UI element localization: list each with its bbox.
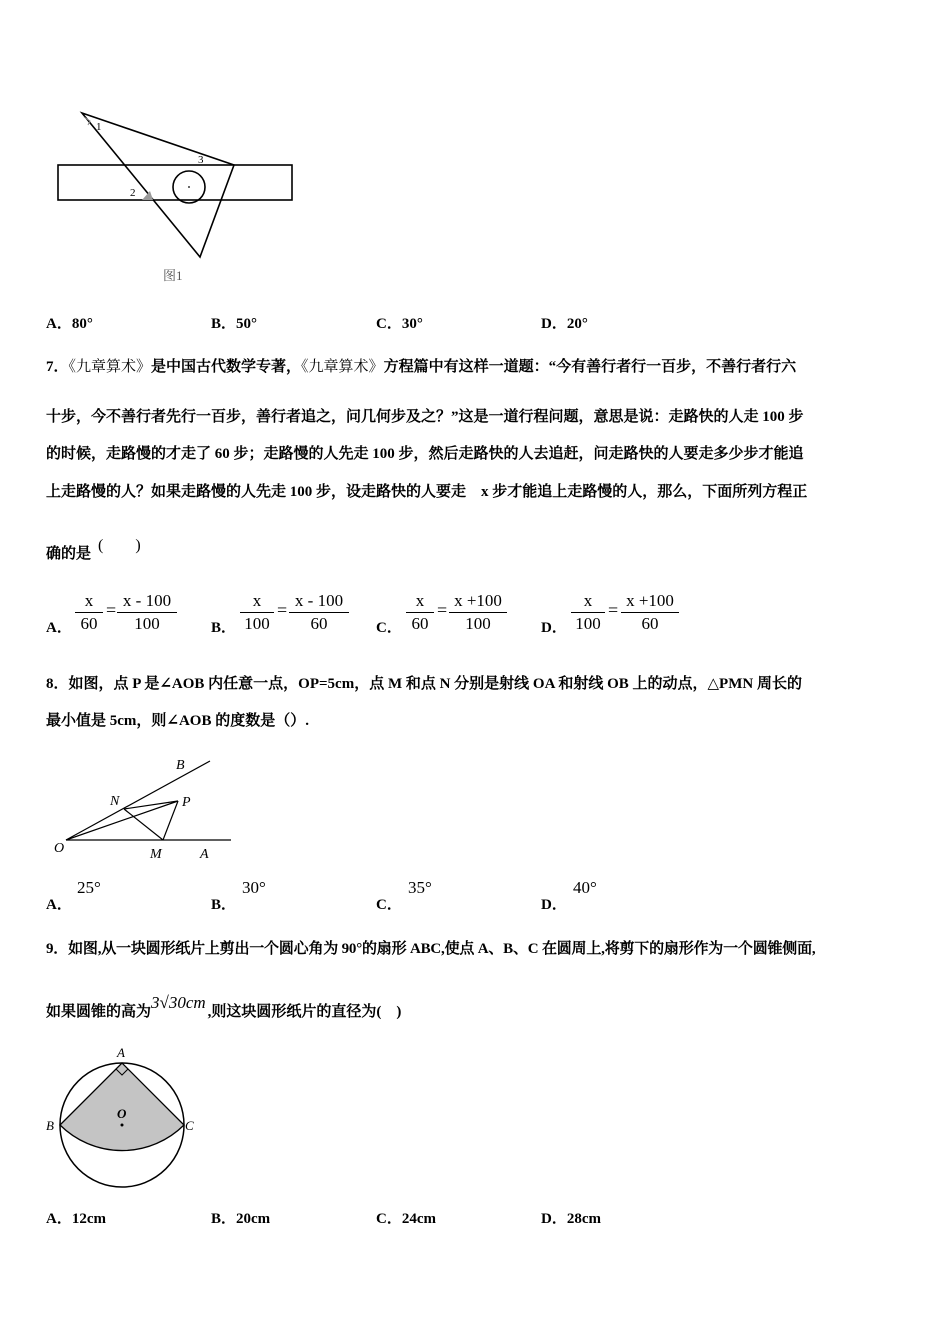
q7d-left-fraction: $\frac{x}{100}$ [571, 590, 605, 635]
fig1-label-1: 1 [96, 121, 102, 133]
q8-label-p: P [182, 795, 191, 810]
q7b-left-fraction: $\frac{x}{100}$ [240, 590, 274, 635]
q6-option-d[interactable]: D．20° [541, 316, 588, 332]
q9-line1: 9．如图,从一块圆形纸片上剪出一个圆心角为 90°的扇形 ABC,使点 A、B、C 在圆周上,将剪下的扇形作为一个圆锥侧面, [46, 941, 816, 957]
q7c-left-fraction: $\frac{x}{60}$ [406, 590, 434, 635]
cone-height: 3√30cm [151, 993, 206, 1012]
q6-option-a[interactable]: A．80° [46, 316, 93, 332]
q7b-right-fraction: $\frac{x - 100}{60}$ [289, 590, 349, 635]
q8-label-o: O [54, 841, 65, 856]
q6-option-c[interactable]: C．30° [376, 316, 423, 332]
q7-line2: 十步，今不善行者先行一百步，善行者追之，问几何步及之？”这是一道行程问题，意思是说：走路快的人走 100 步 [46, 409, 804, 425]
q9-label-a: A [117, 1045, 125, 1060]
figure-q9-sector [45, 1040, 205, 1190]
figure-1-triangle-ruler [50, 105, 310, 290]
triangle [82, 113, 234, 257]
q9-option-a[interactable]: A．12cm [46, 1211, 106, 1227]
q9-option-b[interactable]: B．20cm [211, 1211, 271, 1227]
q7-line3: 的时候，走路慢的才走了 60 步；走路慢的人先走 100 步，然后走路快的人去追赶，问走路快的人要走多少步才能追 [46, 446, 804, 462]
q7-line1: 7．《九章算术》是中国古代数学专著，《九章算术》方程篇中有这样一道题：“今有善行者行一百步，不善行者行六 [46, 359, 797, 375]
q9-label-o: O [117, 1106, 127, 1121]
fig1-label-3: 3 [198, 154, 204, 166]
q7d-right-fraction: $\frac{x +100}{60}$ [621, 590, 679, 635]
q9-label-b: B [46, 1118, 54, 1133]
q9-label-c: C [185, 1118, 194, 1133]
figure-q8-angle [48, 752, 238, 864]
q7a-left-fraction: $\frac{x}{60}$ [75, 590, 103, 635]
q8-label-n: N [110, 794, 120, 809]
q7-answer-paren: ( ) [98, 537, 141, 554]
q9-line2: 如果圆锥的高为3√30cm ,则这块圆形纸片的直径为( ) [46, 993, 402, 1020]
q7-line5: 确的是 [46, 546, 92, 562]
fig1-label-2: 2 [130, 187, 136, 199]
fig1-caption: 图1 [163, 268, 183, 283]
q8-label-m: M [150, 847, 162, 862]
q9-option-c[interactable]: C．24cm [376, 1211, 436, 1227]
q8-label-b: B [176, 758, 185, 773]
q7a-right-fraction: $\frac{x - 100}{100}$ [117, 590, 177, 635]
q7c-right-fraction: $\frac{x +100}{100}$ [449, 590, 507, 635]
q8-label-a: A [200, 847, 209, 862]
q9-option-d[interactable]: D．28cm [541, 1211, 601, 1227]
q7-line4: 上走路慢的人？如果走路慢的人先走 100 步，设走路快的人要走 x 步才能追上走路慢的人，那么，下面所列方程正 [46, 484, 808, 500]
q8-line1: 8．如图，点 P 是∠AOB 内任意一点，OP=5cm，点 M 和点 N 分别是射线 OA 和射线 OB 上的动点，△PMN 周长的 [46, 676, 802, 692]
q6-option-b[interactable]: B．50° [211, 316, 258, 332]
q8-line2: 最小值是 5cm，则∠AOB 的度数是（）. [46, 713, 309, 729]
